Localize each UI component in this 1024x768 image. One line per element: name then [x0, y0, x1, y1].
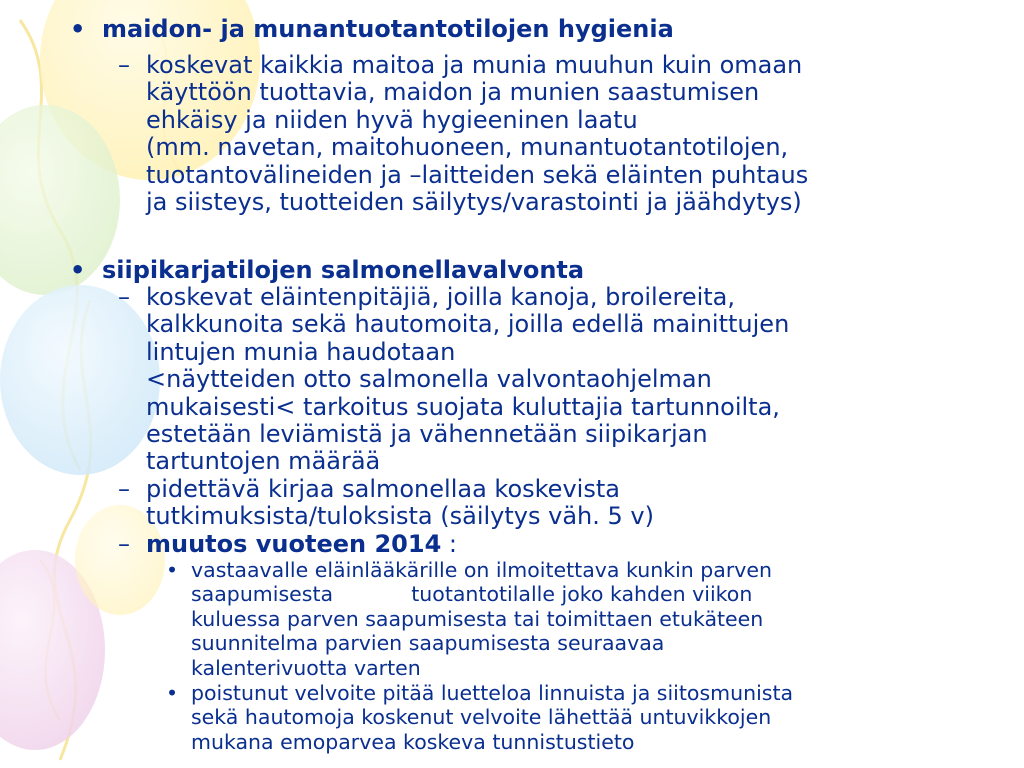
suffix-text: : — [441, 530, 457, 558]
dash-bullet: – — [118, 51, 130, 79]
sub-list-item-text: poistunut velvoite pitää luetteloa linnuista ja siitosmunista sekä hautomoja koskenut velvoite lähettää untuvikkojen mukana emoparvea koskeva tunnistustieto — [191, 681, 794, 754]
bullet-dot: • — [166, 558, 179, 582]
emphasis-text: muutos vuoteen 2014 — [146, 530, 442, 558]
dash-bullet: – — [118, 530, 130, 558]
list-item-text: koskevat kaikkia maitoa ja munia muuhun kuin omaan käyttöön tuottavia, maidon ja munien saastumisen ehkäisy ja niiden hyvä hygieeninen laatu (mm. navetan, maitohuoneen, munantuotantotilojen, tuotantovälineiden ja –laitteiden sekä eläinten puhtaus ja siisteys, tuotteiden säilytys/varastointi ja jäähdytys) — [146, 51, 809, 217]
bullet-dot: • — [166, 681, 179, 705]
dash-bullet: – — [118, 475, 130, 503]
list-item-text: pidettävä kirjaa salmonellaa koskevista tutkimuksista/tuloksista (säilytys väh. 5 v) — [146, 475, 654, 531]
heading-text: maidon- ja munantuotantotilojen hygienia — [102, 15, 674, 43]
sub-list-item-text: vastaavalle eläinlääkärille on ilmoitettava kunkin parven saapumisesta tuotantotilalle joko kahden viikon kuluessa parven saapumisesta tai toimittaen etukäteen suunnitelma parvien saapumisesta seuraavaa kalenterivuotta varten — [191, 558, 773, 680]
heading-text: siipikarjatilojen salmonellavalvonta — [102, 256, 585, 284]
list-item-text: koskevat eläintenpitäjiä, joilla kanoja, broilereita, kalkkunoita sekä hautomoita, joilla edellä mainittujen lintujen munia haudotaan <näytteiden otto salmonella valvontaohjelman mukaisesti< tarkoitus suojata kuluttajia tartunnoilta, estetään leviämistä ja vähennetään siipikarjan tartuntojen määrää — [146, 283, 790, 476]
bullet-dot: • — [70, 15, 86, 43]
list-item-text — [146, 531, 457, 558]
bullet-dot: • — [70, 256, 86, 284]
dash-bullet: – — [118, 283, 130, 311]
